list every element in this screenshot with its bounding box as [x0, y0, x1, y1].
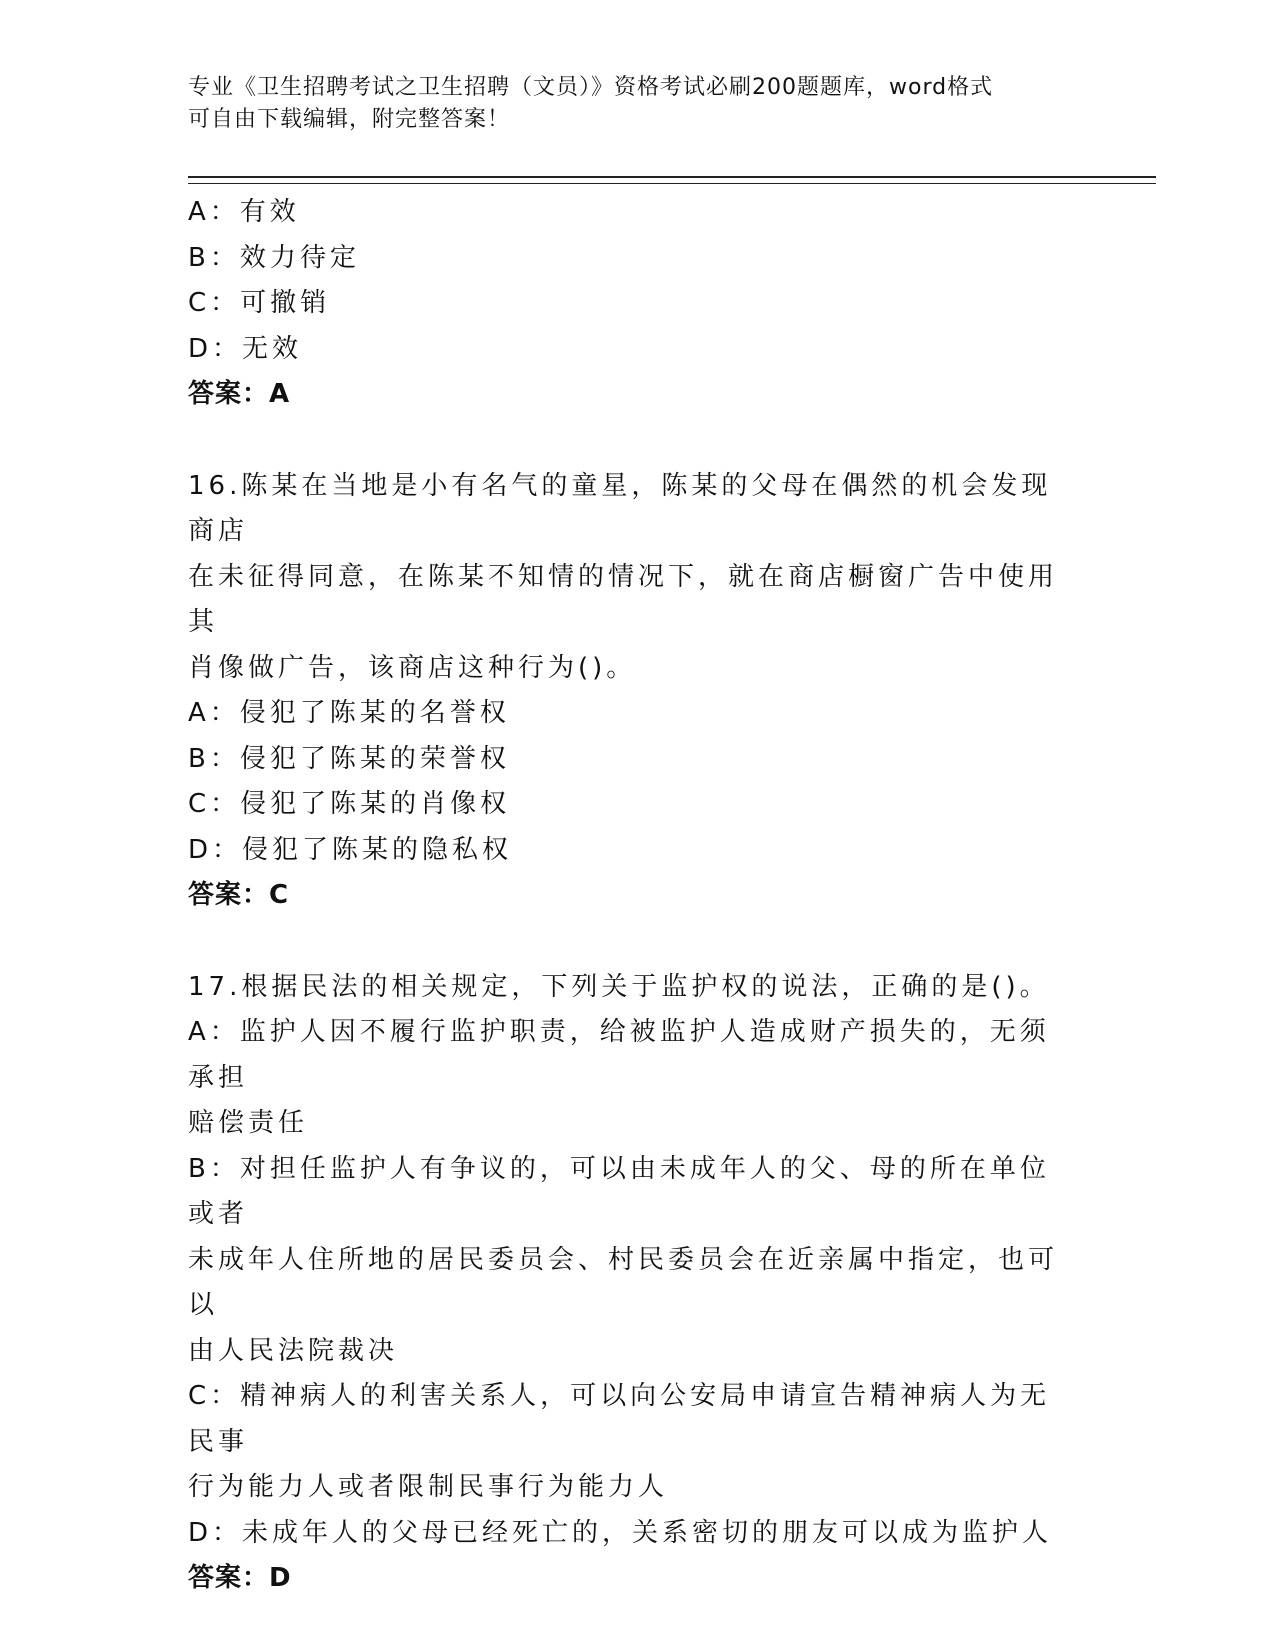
answer-line: 答案：A: [188, 379, 291, 409]
header-divider: [188, 176, 1156, 184]
page-header: [188, 72, 1068, 136]
option-b-cont: 由人民法院裁决: [188, 1335, 399, 1366]
option-b: B：侵犯了陈某的荣誉权: [188, 743, 510, 774]
option-c: C：精神病人的利害关系人，可以向公安局申请宣告精神病人为无民事: [188, 1381, 1051, 1457]
question-stem: 在未征得同意，在陈某不知情的情况下，就在商店橱窗广告中使用其: [188, 561, 1059, 637]
option-a: A：监护人因不履行监护职责，给被监护人造成财产损失的，无须承担: [188, 1017, 1050, 1093]
question-stem: 16.陈某在当地是小有名气的童星，陈某的父母在偶然的机会发现商店: [188, 470, 1052, 546]
option-a: A：有效: [188, 197, 300, 227]
option-b: B：效力待定: [188, 242, 360, 273]
header-line-2: 可自由下载编辑，附完整答案！: [188, 107, 511, 132]
option-d: D：无效: [188, 333, 303, 364]
question-15-tail: [188, 190, 1078, 418]
question-stem: 17.根据民法的相关规定，下列关于监护权的说法，正确的是()。: [188, 971, 1050, 1002]
option-b-cont: 未成年人住所地的居民委员会、村民委员会在近亲属中指定，也可以: [188, 1244, 1059, 1320]
option-d: D：未成年人的父母已经死亡的，关系密切的朋友可以成为监护人: [188, 1517, 1053, 1548]
option-b: B：对担任监护人有争议的，可以由未成年人的父、母的所在单位或者: [188, 1153, 1050, 1229]
option-d: D：侵犯了陈某的隐私权: [188, 834, 513, 865]
header-line-1: 专业《卫生招聘考试之卫生招聘（文员）》资格考试必刷200题题库，word格式: [188, 75, 994, 100]
option-c: C：侵犯了陈某的肖像权: [188, 789, 511, 819]
question-16: [188, 464, 1078, 919]
option-c: C：可撤销: [188, 288, 331, 318]
answer-line: 答案：D: [188, 1563, 292, 1593]
document-body: [188, 190, 1078, 1602]
question-17: [188, 965, 1078, 1602]
option-a-cont: 赔偿责任: [188, 1108, 309, 1138]
option-a: A：侵犯了陈某的名誉权: [188, 698, 510, 728]
question-stem: 肖像做广告，该商店这种行为()。: [188, 652, 637, 683]
option-c-cont: 行为能力人或者限制民事行为能力人: [188, 1472, 669, 1502]
answer-line: 答案：C: [188, 880, 290, 910]
